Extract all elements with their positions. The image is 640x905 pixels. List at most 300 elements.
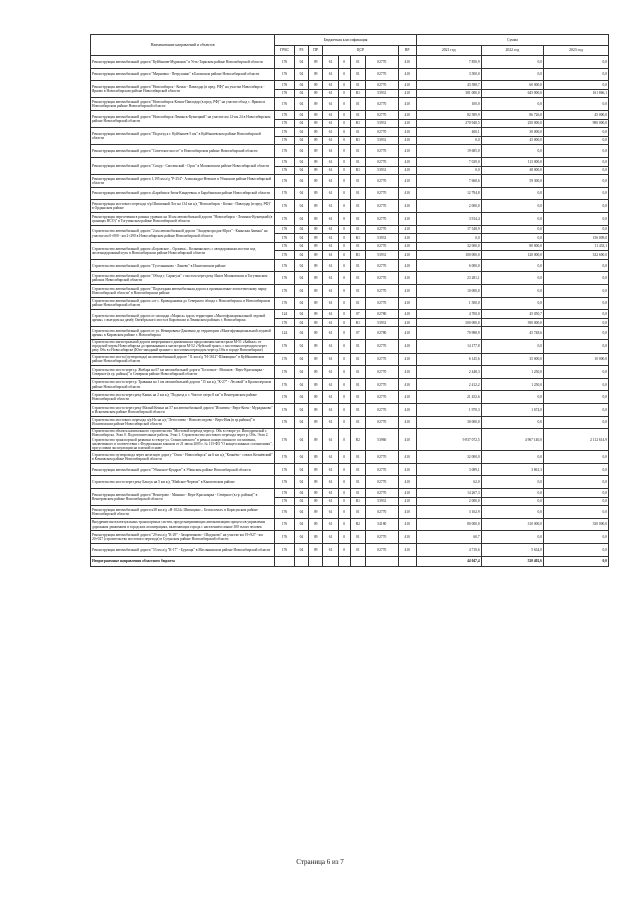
cell-rz: 04 — [294, 318, 308, 327]
cell-sum-2022: 0,0 — [481, 391, 543, 404]
cell-sum-2023: 0,0 — [543, 136, 608, 145]
cell-csr-sub: 0 — [338, 451, 350, 464]
cell-grbs: 176 — [275, 251, 294, 260]
cell-grbs: 176 — [275, 429, 294, 451]
object-name: Реконструкция автомобильной дороги "Новосибирск-Кочки-Павлодар (в пред. РФ)" на участке обход с. Ярково в Новосибирском районе Новосибирской области — [91, 98, 275, 111]
cell-sum-2022: 0,0 — [481, 476, 543, 489]
cell-pr: 09 — [309, 259, 323, 272]
object-name: Строительство автомобильной дороги от ул. Немировича-Данченко до территории «Многофункциональной ледовой арены» в Кировском районе г. Новосибирска — [91, 327, 275, 340]
cell-csr-program: 61 — [323, 476, 339, 489]
cell-pr: 09 — [309, 353, 323, 366]
cell-csr-code: 02770 — [366, 404, 398, 417]
cell-pr: 09 — [309, 451, 323, 464]
cell-pr: 09 — [309, 327, 323, 340]
cell-csr-dir: 01 — [350, 68, 366, 81]
cell-csr-dir: 01 — [350, 463, 366, 476]
cell-rz: 04 — [294, 251, 308, 260]
cell-pr: 09 — [309, 89, 323, 98]
total-row — [91, 556, 609, 566]
cell-sum-2023: 0,0 — [543, 259, 608, 272]
cell-vr: 410 — [398, 476, 416, 489]
cell-sum-2023: 2 112 614,9 — [543, 429, 608, 451]
cell-vr: 410 — [398, 56, 416, 69]
cell-grbs: 176 — [275, 416, 294, 429]
cell-vr: 410 — [398, 128, 416, 137]
cell-csr-code: 54180 — [366, 518, 398, 531]
cell-sum-2021: 1 970,3 — [416, 404, 481, 417]
cell-csr-sub: 0 — [338, 378, 350, 391]
cell-csr-program: 61 — [323, 98, 339, 111]
cell-csr-sub: 0 — [338, 404, 350, 417]
cell-csr-code: 02770 — [366, 68, 398, 81]
cell-csr-program: 61 — [323, 200, 339, 213]
cell-csr-code: 02770 — [366, 175, 398, 188]
object-name: Строительство объекта капитального строительства "Мостовой переход через р. Обь в створе ул. Ипподромской г. Новосибирска. Этап 0. Подготовительные работы. Этап 1. Строительство мостового перехода через р. Обь. Этап 2. Строительство транспортной развязки в створе ул. Станиславского" в рамках концессионного соглашения, заключенного в соответствии с Федеральным законом от 21 июля 2005 г. № 115-ФЗ "О концессионных соглашениях", при условии эксплуатации на платной основе — [91, 429, 275, 451]
cell-sum-2022: 1 250,0 — [481, 378, 543, 391]
cell-sum-2021: 2 000,0 — [416, 200, 481, 213]
cell-sum-2021: 21 452,6 — [416, 391, 481, 404]
cell-sum-2023: 0,0 — [543, 391, 608, 404]
cell-grbs: 176 — [275, 543, 294, 556]
cell-csr-sub: 0 — [338, 285, 350, 298]
cell-csr-sub: 0 — [338, 297, 350, 310]
cell-csr-dir: 01 — [350, 110, 366, 119]
cell-sum-2022: 0,0 — [481, 416, 543, 429]
cell-sum-2021: 23 281,1 — [416, 272, 481, 285]
cell-sum-2021: 60,7 — [416, 531, 481, 544]
cell-vr: 410 — [398, 110, 416, 119]
cell-csr-program: 61 — [323, 353, 339, 366]
cell-csr-sub: 0 — [338, 416, 350, 429]
cell-pr: 09 — [309, 242, 323, 251]
cell-sum-2023: 0,0 — [543, 310, 608, 319]
cell-grbs: 176 — [275, 497, 294, 506]
cell-vr: 410 — [398, 340, 416, 354]
table-row — [91, 225, 609, 234]
cell-rz: 04 — [294, 166, 308, 175]
cell-csr-code: 53960 — [366, 429, 398, 451]
cell-csr-code: 53931 — [366, 89, 398, 98]
cell-sum-2023: 0,0 — [543, 451, 608, 464]
cell-grbs: 176 — [275, 297, 294, 310]
cell-grbs: 176 — [275, 200, 294, 213]
cell-csr-code: 02770 — [366, 463, 398, 476]
header-2021: 2021 год — [416, 46, 481, 56]
cell-vr: 410 — [398, 212, 416, 225]
header-rz: РЗ — [294, 46, 308, 56]
cell-csr-sub: 0 — [338, 225, 350, 234]
cell-pr: 09 — [309, 366, 323, 379]
cell-rz: 04 — [294, 259, 308, 272]
cell-vr: 410 — [398, 366, 416, 379]
table-row — [91, 187, 609, 200]
cell-csr-program: 61 — [323, 110, 339, 119]
cell-sum-2022: 0,0 — [481, 234, 543, 243]
cell-sum-2022: 3 861,3 — [481, 463, 543, 476]
table-row — [91, 175, 609, 188]
object-name: Реконструкция мостового перехода ч/р Шипичный Лог на 134 км а/д "Новосибирск - Кочки - Павлодар (в пред. РФ)" в Ордынском районе — [91, 200, 275, 213]
object-name: Реконструкция автомобильной дороги "29 км а/д "К-29" - Захарченково - Шадуново" на участке км 19+927 - км 20+027 (строительство мостового перехода) в Сузунском районе Новосибирской области — [91, 531, 275, 544]
cell-sum-2023: 0,0 — [543, 476, 608, 489]
cell-sum-2021: 10 000,0 — [416, 285, 481, 298]
cell-rz: 04 — [294, 272, 308, 285]
cell-sum-2022: 35 000,0 — [481, 353, 543, 366]
cell-sum-2023: 156 009,0 — [543, 234, 608, 243]
budget-table — [90, 34, 609, 567]
cell-csr-sub: 0 — [338, 497, 350, 506]
cell-csr-dir: R1 — [350, 119, 366, 128]
header-2023: 2023 год — [543, 46, 608, 56]
cell-csr-program: 61 — [323, 157, 339, 166]
table-row — [91, 259, 609, 272]
cell-rz: 04 — [294, 175, 308, 188]
cell-csr-sub: 0 — [338, 531, 350, 544]
object-name: Реконструкция автомобильной дороги "Сокур - Смоленский - Орск" в Мошковском районе Новосибирской области — [91, 157, 275, 174]
cell-sum-2021: 1 500,0 — [416, 297, 481, 310]
cell-sum-2022: 0,0 — [481, 497, 543, 506]
cell-csr-sub: 0 — [338, 98, 350, 111]
cell-pr: 09 — [309, 391, 323, 404]
cell-csr-sub: 0 — [338, 56, 350, 69]
cell-rz: 04 — [294, 404, 308, 417]
cell-sum-2022: 45 050,7 — [481, 310, 543, 319]
cell-csr-code: 02770 — [366, 297, 398, 310]
cell-rz: 04 — [294, 463, 308, 476]
cell-rz: 04 — [294, 200, 308, 213]
cell-csr-code: 53931 — [366, 497, 398, 506]
cell-sum-2021: 0,0 — [416, 136, 481, 145]
table-row — [91, 285, 609, 298]
cell-csr-code: 53931 — [366, 251, 398, 260]
cell-csr-dir: R1 — [350, 251, 366, 260]
cell-sum-2021: 43 588,7 — [416, 81, 481, 90]
cell-vr: 410 — [398, 175, 416, 188]
cell-sum-2021: 0,0 — [416, 166, 481, 175]
cell-csr-dir: R1 — [350, 166, 366, 175]
cell-csr-dir: 01 — [350, 297, 366, 310]
table-row — [91, 543, 609, 556]
header-name-col: Наименование направлений и объектов — [91, 35, 275, 56]
cell-vr: 410 — [398, 429, 416, 451]
cell-pr: 09 — [309, 81, 323, 90]
cell-csr-code: 53931 — [366, 318, 398, 327]
cell-sum-2021: 7 668,6 — [416, 175, 481, 188]
cell-sum-2021: 6 145,6 — [416, 353, 481, 366]
cell-rz: 04 — [294, 310, 308, 319]
cell-csr-dir: R1 — [350, 497, 366, 506]
cell-csr-code: 02770 — [366, 110, 398, 119]
object-name: Строительство автомобильной дороги "Подъездная автомобильная дорога к промышленно-логистическому парку Новосибирской области" в Новосибирском районе — [91, 285, 275, 298]
cell-sum-2023: 0,0 — [543, 285, 608, 298]
cell-sum-2021: 400,1 — [416, 128, 481, 137]
cell-vr: 410 — [398, 225, 416, 234]
cell-sum-2023: 330 000,0 — [543, 518, 608, 531]
table-row — [91, 416, 609, 429]
cell-rz: 04 — [294, 518, 308, 531]
object-name: Реконструкция автомобильной дороги "Подъезд к г. Куйбышев-5 км" в Куйбышевском районе Новосибирской области — [91, 128, 275, 145]
table-row — [91, 212, 609, 225]
cell-csr-program: 61 — [323, 404, 339, 417]
cell-csr-dir: R1 — [350, 318, 366, 327]
cell-csr-code: 02770 — [366, 366, 398, 379]
cell-csr-code: 02780 — [366, 310, 398, 319]
object-name: Строительство моста через реку Баксук на 5 км а/д "Майское-Черемх" в Кыштовском районе — [91, 476, 275, 489]
cell-rz: 04 — [294, 476, 308, 489]
cell-csr-dir: 01 — [350, 212, 366, 225]
cell-grbs: 176 — [275, 272, 294, 285]
header-2022: 2022 год — [481, 46, 543, 56]
cell-csr-dir: 01 — [350, 157, 366, 166]
cell-sum-2022: 0,0 — [481, 285, 543, 298]
cell-sum-2022: 0,0 — [481, 187, 543, 200]
cell-rz: 04 — [294, 497, 308, 506]
cell-sum-2022: 30 000,0 — [481, 128, 543, 137]
cell-pr: 09 — [309, 157, 323, 166]
cell-rz: 04 — [294, 128, 308, 137]
cell-vr: 410 — [398, 489, 416, 498]
cell-pr: 09 — [309, 404, 323, 417]
cell-csr-code: 02770 — [366, 187, 398, 200]
cell-csr-sub: 0 — [338, 242, 350, 251]
cell-grbs: 176 — [275, 110, 294, 119]
cell-pr: 09 — [309, 318, 323, 327]
cell-csr-sub: 0 — [338, 318, 350, 327]
cell-csr-dir: 07 — [350, 310, 366, 319]
object-name: Строительство мостового перехода ч/р Нх на а/д "Легостаево - Новолесоедово - Верх-Иня (в гр.района)" в Искитимском районе Новосибирской области — [91, 416, 275, 429]
cell-vr: 410 — [398, 242, 416, 251]
object-name: Строительство автомобильной дороги «от с. Криводановка до Северного обхода г. Новосибирска» в Новосибирском районе Новосибирской области — [91, 297, 275, 310]
cell-csr-program: 61 — [323, 506, 339, 519]
cell-sum-2022: 80 000,0 — [481, 242, 543, 251]
cell-csr-code: 02770 — [366, 340, 398, 354]
header-csr: ЦСР — [323, 46, 398, 56]
cell-csr-dir: 01 — [350, 391, 366, 404]
table-row — [91, 98, 609, 111]
cell-vr: 410 — [398, 310, 416, 319]
table-row — [91, 68, 609, 81]
cell-sum-2023: 0,0 — [543, 366, 608, 379]
cell-sum-2021: 32 000,0 — [416, 242, 481, 251]
cell-sum-2021: 12 794,8 — [416, 187, 481, 200]
cell-csr-dir: R1 — [350, 136, 366, 145]
cell-csr-dir: R1 — [350, 89, 366, 98]
cell-sum-2023: 0,0 — [543, 175, 608, 188]
cell-pr: 09 — [309, 251, 323, 260]
cell-pr: 09 — [309, 128, 323, 137]
cell-vr: 410 — [398, 136, 416, 145]
cell-csr-program: 61 — [323, 242, 339, 251]
cell-pr: 09 — [309, 489, 323, 498]
object-name: Строительство автомобильной дороги «Боровское – Орловка – Колыванское» с автодорожным мостом под железнодорожный путь в Новосибирском районе Новосибирской области — [91, 242, 275, 259]
object-name: Реконструкция автомобильной дороги "Новосибирск - Кочки - Павлодар (в пред. РФ)" на участке Новосибирск - Ярково в Новосибирском районе Новосибирской области — [91, 81, 275, 98]
cell-grbs: 176 — [275, 489, 294, 498]
cell-csr-sub: 0 — [338, 463, 350, 476]
cell-csr-program: 61 — [323, 310, 339, 319]
header-pr: ПР — [309, 46, 323, 56]
cell-csr-dir: 01 — [350, 366, 366, 379]
cell-csr-sub: 0 — [338, 136, 350, 145]
cell-sum-2023: 0,0 — [543, 200, 608, 213]
cell-csr-dir: 01 — [350, 506, 366, 519]
cell-pr: 09 — [309, 212, 323, 225]
cell-sum-2023: 0,0 — [543, 212, 608, 225]
cell-sum-2022: 5 634,0 — [481, 543, 543, 556]
cell-grbs: 176 — [275, 145, 294, 158]
cell-csr-program: 61 — [323, 391, 339, 404]
cell-csr-dir: R1 — [350, 234, 366, 243]
cell-sum-2022: 0,0 — [481, 506, 543, 519]
table-row — [91, 327, 609, 340]
cell-csr-program: 61 — [323, 451, 339, 464]
cell-csr-program: 61 — [323, 68, 339, 81]
cell-csr-program: 61 — [323, 489, 339, 498]
object-name: Реконструкция автомобильной дороги "Куйбышев-Мурманск" в Усть-Таркском районе Новосибирской области — [91, 56, 275, 69]
cell-rz: 04 — [294, 98, 308, 111]
cell-sum-2021: 300 000,0 — [416, 318, 481, 327]
cell-csr-code: 02780 — [366, 327, 398, 340]
cell-sum-2023: 0,0 — [543, 225, 608, 234]
cell-grbs: 176 — [275, 175, 294, 188]
cell-csr-dir: 01 — [350, 404, 366, 417]
cell-sum-2022: 0,0 — [481, 259, 543, 272]
cell-csr-sub: 0 — [338, 327, 350, 340]
cell-csr-dir: 01 — [350, 259, 366, 272]
cell-csr-sub: 0 — [338, 175, 350, 188]
table-row — [91, 110, 609, 119]
cell-pr: 09 — [309, 225, 323, 234]
cell-csr-code: 02770 — [366, 451, 398, 464]
cell-sum-2022: 0,0 — [481, 297, 543, 310]
cell-csr-dir: 01 — [350, 56, 366, 69]
cell-csr-program: 61 — [323, 225, 339, 234]
cell-csr-code: 02770 — [366, 378, 398, 391]
cell-sum-2021: 0,0 — [416, 234, 481, 243]
cell-grbs: 124 — [275, 310, 294, 319]
cell-rz: 04 — [294, 81, 308, 90]
object-name: Строительство путепровода через железную дорогу "Омск - Новосибирск" на 6 км а/д "Кочнёво - совхоз Кочнёвский" в Кочковском районе Новосибирской области — [91, 451, 275, 464]
cell-sum-2022: 0,0 — [481, 489, 543, 498]
cell-sum-2023: 0,0 — [543, 404, 608, 417]
cell-sum-2023: 0,0 — [543, 378, 608, 391]
cell-csr-program: 61 — [323, 234, 339, 243]
cell-csr-sub: 0 — [338, 251, 350, 260]
total-2021: 44 047,4 — [416, 556, 481, 566]
cell-csr-program: 61 — [323, 166, 339, 175]
cell-sum-2022: 0,0 — [481, 56, 543, 69]
cell-csr-sub: 0 — [338, 391, 350, 404]
cell-csr-sub: 0 — [338, 157, 350, 166]
cell-sum-2021: 3 162,9 — [416, 506, 481, 519]
cell-sum-2021: 14 267,3 — [416, 489, 481, 498]
cell-sum-2021: 6 000,0 — [416, 259, 481, 272]
cell-sum-2021: 381 000,0 — [416, 89, 481, 98]
cell-csr-sub: 0 — [338, 145, 350, 158]
cell-vr: 410 — [398, 187, 416, 200]
cell-csr-program: 61 — [323, 340, 339, 354]
cell-pr: 09 — [309, 518, 323, 531]
cell-pr: 09 — [309, 340, 323, 354]
table-row — [91, 128, 609, 137]
cell-grbs: 176 — [275, 157, 294, 166]
cell-pr: 09 — [309, 110, 323, 119]
cell-sum-2021: 30 000,0 — [416, 416, 481, 429]
cell-pr: 09 — [309, 463, 323, 476]
cell-csr-sub: 0 — [338, 166, 350, 175]
cell-csr-code: 02770 — [366, 259, 398, 272]
cell-vr: 410 — [398, 145, 416, 158]
cell-pr: 09 — [309, 145, 323, 158]
cell-sum-2023: 0,0 — [543, 272, 608, 285]
cell-csr-code: 02770 — [366, 489, 398, 498]
cell-sum-2022: 45 748,6 — [481, 327, 543, 340]
cell-sum-2022: 0,0 — [481, 531, 543, 544]
table-row — [91, 378, 609, 391]
cell-csr-code: 02770 — [366, 391, 398, 404]
cell-vr: 410 — [398, 353, 416, 366]
table-row — [91, 518, 609, 531]
cell-rz: 04 — [294, 297, 308, 310]
object-name: Реконструкция автомобильной дороги "Мирновка - Петрушино" в Баганском районе Новосибирской области — [91, 68, 275, 81]
cell-pr: 09 — [309, 234, 323, 243]
cell-sum-2023: 0,0 — [543, 187, 608, 200]
cell-csr-dir: 01 — [350, 543, 366, 556]
cell-vr: 410 — [398, 81, 416, 90]
cell-sum-2023: 0,0 — [543, 416, 608, 429]
table-row — [91, 391, 609, 404]
cell-vr: 410 — [398, 272, 416, 285]
cell-grbs: 176 — [275, 391, 294, 404]
cell-csr-sub: 0 — [338, 489, 350, 498]
cell-pr: 09 — [309, 497, 323, 506]
object-name: Реконструкция пересечения в разных уровнях на 36 км автомобильной дороги "Новосибирск - Ленинск-Кузнецкий (в границах НСО)" в Тогучинском районе Новосибирской области — [91, 212, 275, 225]
cell-sum-2023: 0,0 — [543, 145, 608, 158]
cell-sum-2021: 80 000,0 — [416, 518, 481, 531]
cell-sum-2023: 161 866,1 — [543, 89, 608, 98]
cell-grbs: 176 — [275, 212, 294, 225]
cell-csr-dir: 01 — [350, 340, 366, 354]
cell-csr-dir: 01 — [350, 81, 366, 90]
cell-vr: 410 — [398, 404, 416, 417]
cell-vr: 410 — [398, 543, 416, 556]
cell-pr: 09 — [309, 285, 323, 298]
cell-csr-program: 61 — [323, 416, 339, 429]
cell-grbs: 176 — [275, 89, 294, 98]
cell-vr: 410 — [398, 391, 416, 404]
cell-vr: 410 — [398, 234, 416, 243]
cell-csr-code: 02770 — [366, 128, 398, 137]
cell-csr-sub: 0 — [338, 366, 350, 379]
cell-rz: 04 — [294, 187, 308, 200]
cell-sum-2021: 9 837 072,5 — [416, 429, 481, 451]
cell-rz: 04 — [294, 68, 308, 81]
cell-sum-2022: 0,0 — [481, 98, 543, 111]
cell-sum-2022: 0,0 — [481, 212, 543, 225]
cell-rz: 04 — [294, 327, 308, 340]
cell-rz: 04 — [294, 145, 308, 158]
cell-sum-2022: 4 967 140,0 — [481, 429, 543, 451]
cell-sum-2023: 0,0 — [543, 506, 608, 519]
cell-csr-sub: 0 — [338, 234, 350, 243]
cell-sum-2021: 32 000,0 — [416, 451, 481, 464]
cell-csr-code: 02770 — [366, 476, 398, 489]
cell-csr-sub: 0 — [338, 543, 350, 556]
table-row — [91, 506, 609, 519]
cell-vr: 410 — [398, 200, 416, 213]
cell-sum-2021: 4 700,0 — [416, 310, 481, 319]
object-name: Строительство моста через р. Жибара на 67 км автомобильной дороги "Болотное - Мошнов - Верх-Красноярка - Северное (в гр. района)" в Северном районе Новосибирской области — [91, 366, 275, 379]
cell-csr-dir: 01 — [350, 187, 366, 200]
cell-csr-sub: 0 — [338, 212, 350, 225]
